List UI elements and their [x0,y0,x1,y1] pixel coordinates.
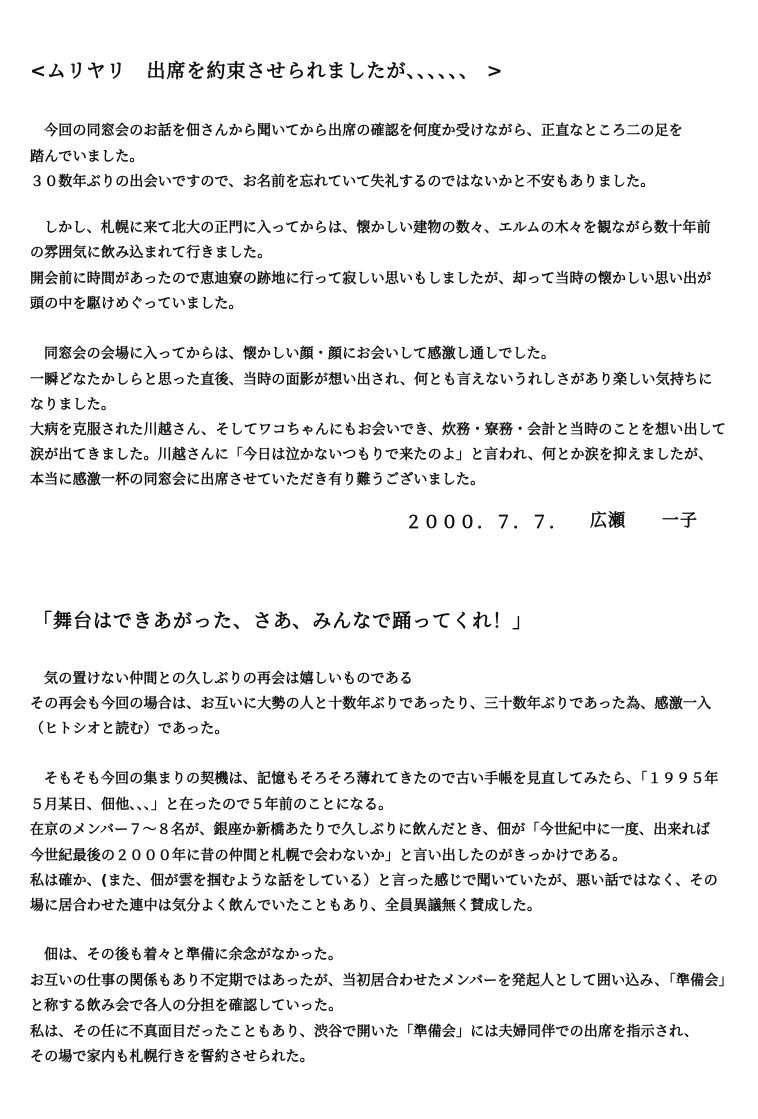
section2-line: 気の置けない仲間との久しぶりの再会は嬉しいものである [44,671,414,687]
section2-line: 佃は、その後も着々と準備に余念がなかった。 [44,947,343,963]
section2-line: （ヒトシオと読む）であった。 [30,721,229,737]
section1-line: の雰囲気に飲み込まれて行きました。 [30,245,272,261]
signature-date: ２０００．７．７． [405,513,567,533]
section1-title: <ムリヤリ 出席を約束させられましたが、、、、、、 > [30,60,504,82]
section1-line: 本当に感激一杯の同窓会に出席させていただき有り難うございました。 [30,472,485,488]
section1-line: 大病を克服された川越さん、そしてワコちゃんにもお会いでき、炊務・寮務・会計と当時のことを想い出して [30,422,727,438]
section2-line: ５月某日、佃他、、、」と在ったので５年前のことになる。 [30,797,393,813]
section2-line: その再会も今回の場合は、お互いに大勢の人と十数年ぶりであったり、三十数年ぶりであった為、感激一入 [30,696,712,712]
section2-line: そもそも今回の集まりの契機は、記憶もそろそろ薄れてきたので古い手帳を見直してみたら、「１９９５年 [44,771,719,787]
section2-line: と称する飲み会で各人の分担を確認していった。 [30,998,343,1014]
section2-title: 「舞台はできあがった、さあ、みんなで踊ってくれ！」 [33,610,533,632]
section1-line: 一瞬どなたかしらと思った直後、当時の面影が想い出され、何とも言えないうれしさがあり楽しい気持ちに [30,372,713,388]
section1-line: なりました。 [30,397,116,413]
section2-line: お互いの仕事の関係もあり不定期ではあったが、当初居合わせたメンバーを発起人として囲い込み、「準備会」 [30,973,733,989]
section1-line: 開会前に時間があったので恵迪寮の跡地に行って寂しい思いもしましたが、却って当時の懐かしい思い出が [30,271,712,287]
section2-line: 私は、その任に不真面目だったこともあり、渋谷で開いた「準備会」には夫婦同伴での出席を指示され、 [30,1024,699,1040]
section1-line: ３０数年ぶりの出会いですので、お名前を忘れていて失礼するのではないかと不安もありました。 [30,174,655,190]
section1-line: 今回の同窓会のお話を佃さんから聞いてから出席の確認を何度か受けながら、正直なところ二の足を [44,123,683,139]
section1-line: 頭の中を駆けめぐっていました。 [30,296,243,312]
section1-line: しかし、札幌に来て北大の正門に入ってからは、懐かしい建物の数々、エルムの木々を観ながら数十年前 [44,220,711,236]
section2-line: 場に居合わせた連中は気分よく飲んでいたこともあり、全員異議無く賛成した。 [30,898,542,914]
signature-name: 広瀬 一子 [590,511,698,531]
section1-line: 涙が出てきました。川越さんに「今日は泣かないつもりで来たのよ」と言われ、何とか涙を抑えましたが、 [30,447,713,463]
section1-line: 同窓会の会場に入ってからは、懐かしい顔・顔にお会いして感激し通しでした。 [44,346,556,362]
section2-line: その場で家内も札幌行きを誓約させられた。 [30,1049,314,1065]
section1-line: 踏んでいました。 [30,149,144,165]
section2-line: 今世紀最後の２０００年に昔の仲間と札幌で会わないか」と言い出したのがきっかけである。 [30,848,627,864]
section2-line: 在京のメンバー７～８名が、銀座か新橋あたりで久しぶりに飲んだとき、佃が「今世紀中に一度、出来れば [30,822,711,838]
section2-line: 私は確か、(また、佃が雲を掴むような話をしている）と言った感じで聞いていたが、悪い話ではなく、その [30,873,718,889]
